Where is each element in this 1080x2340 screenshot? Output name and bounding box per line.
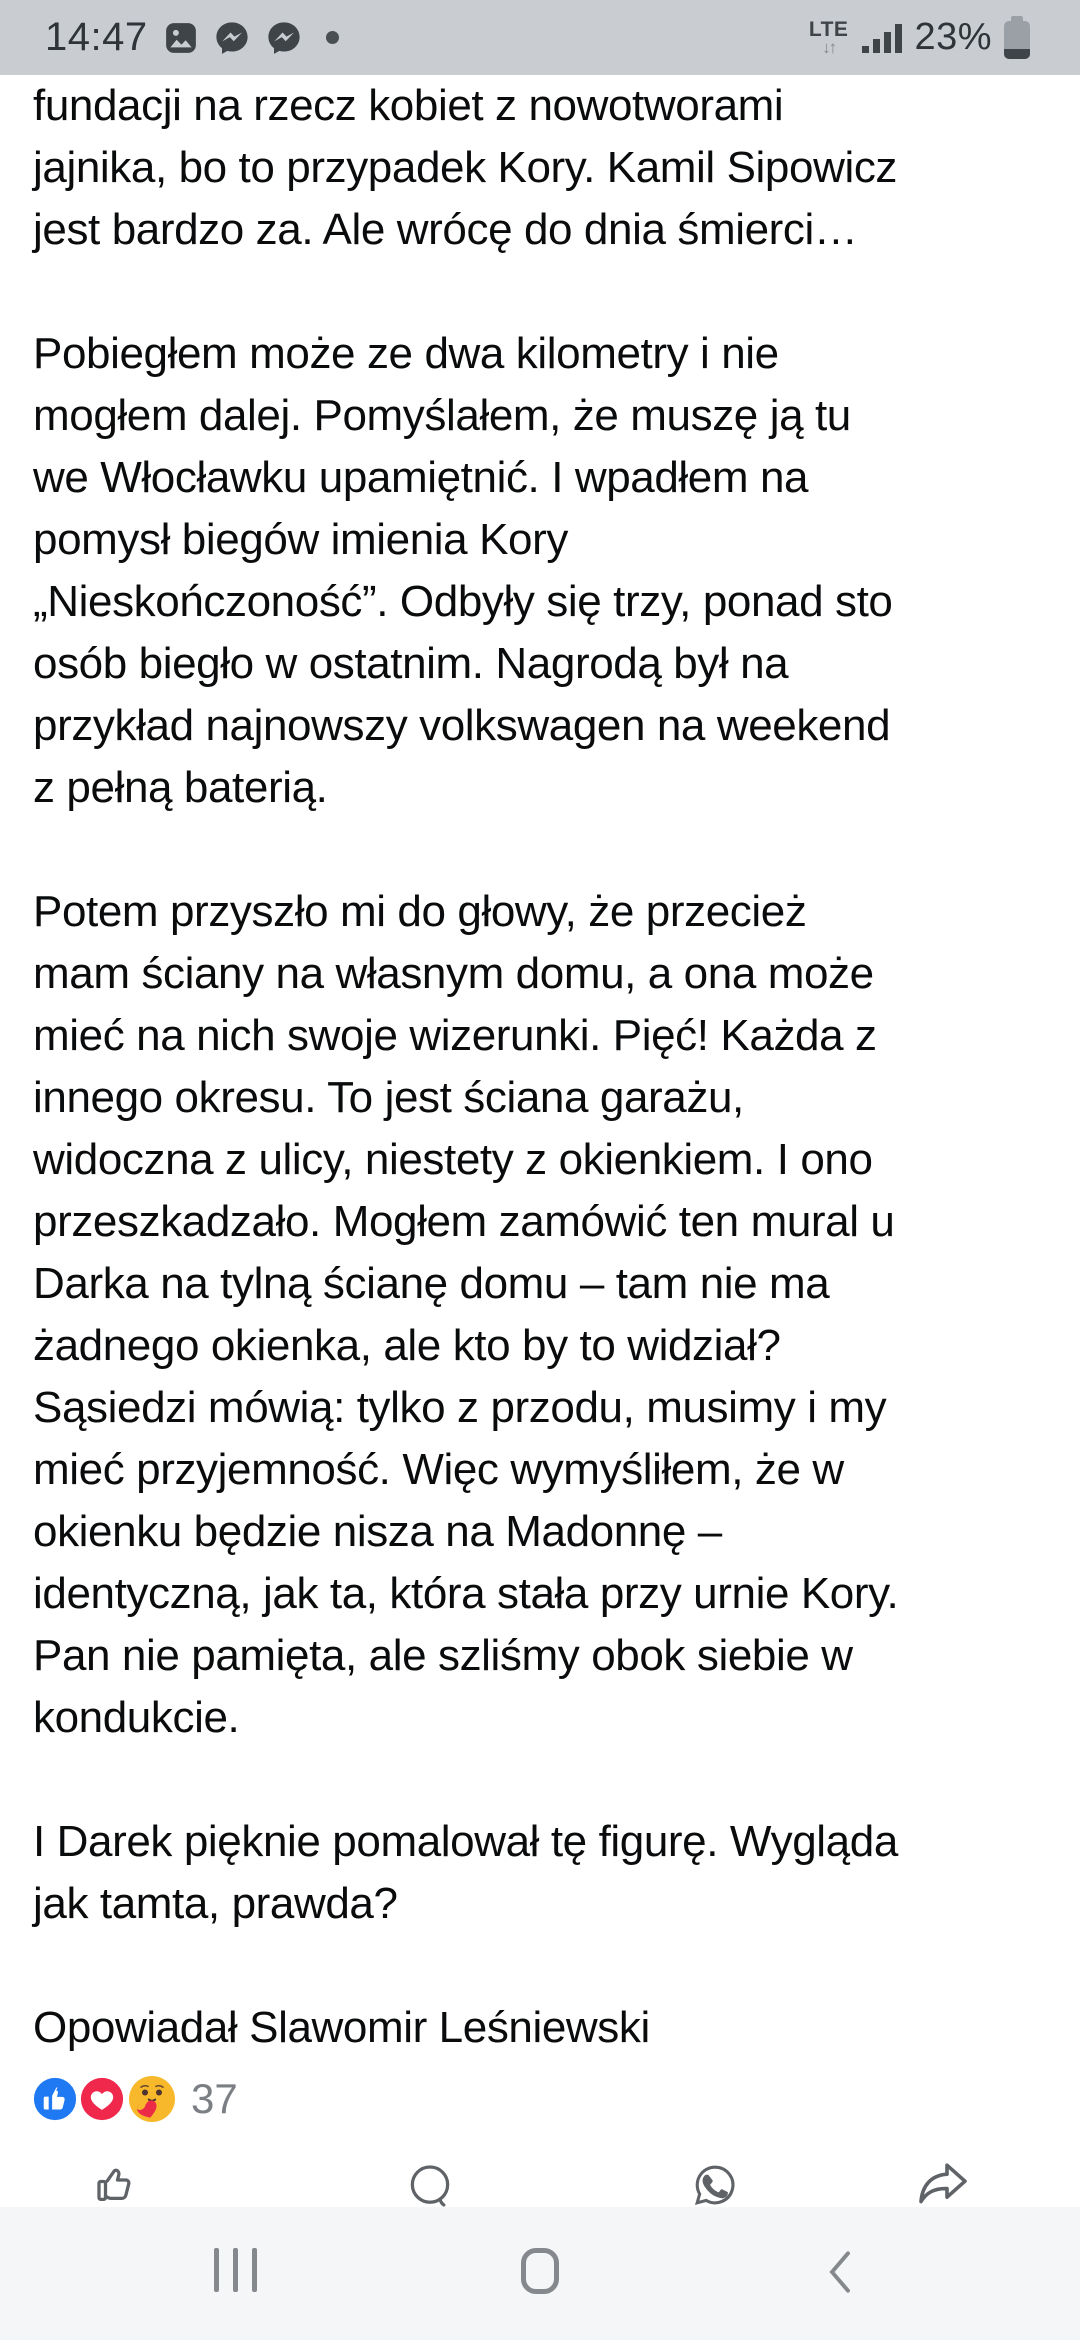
post-line: jest bardzo za. Ale wrócę do dnia śmierci…: [33, 205, 858, 254]
post-line: we Włocławku upamiętnić. I wpadłem na: [33, 453, 809, 502]
whatsapp-button-icon[interactable]: [692, 2162, 738, 2207]
post-line: Opowiadał Slawomir Leśniewski: [33, 2003, 650, 2052]
post-line: jajnika, bo to przypadek Kory. Kamil Sipowicz: [33, 143, 898, 192]
post-line: mieć przyjemność. Więc wymyśliłem, że w: [33, 1445, 844, 1494]
care-reaction-icon[interactable]: [128, 2075, 176, 2123]
post-line: żadnego okienka, ale kto by to widział?: [33, 1321, 781, 1370]
post-paragraph: [33, 75, 1052, 261]
like-button-icon[interactable]: [94, 2162, 140, 2207]
messenger-notification-icon: [266, 20, 302, 56]
post-line: Pobiegłem może ze dwa kilometry i nie: [33, 329, 779, 378]
reaction-count[interactable]: 37: [191, 2075, 238, 2122]
post-line: Sąsiedzi mówią: tylko z przodu, musimy i my: [33, 1383, 887, 1432]
post-line: Pan nie pamięta, ale szliśmy obok siebie w: [33, 1631, 853, 1680]
comment-button-icon[interactable]: [407, 2162, 453, 2207]
like-reaction-icon[interactable]: [33, 2077, 77, 2121]
battery-icon: [1004, 16, 1030, 60]
share-button-icon[interactable]: [917, 2162, 969, 2207]
android-nav-bar: [0, 2207, 1080, 2340]
reactions-summary[interactable]: [33, 2075, 238, 2123]
post-line: widoczna z ulicy, niestety z okienkiem. I ono: [33, 1135, 873, 1184]
post-paragraph: [33, 1811, 1052, 1935]
post-action-bar: [0, 2140, 1080, 2207]
post-line: przeszkadzało. Mogłem zamówić ten mural u: [33, 1197, 895, 1246]
post-line: innego okresu. To jest ściana garażu,: [33, 1073, 744, 1122]
post-paragraph: [33, 323, 1052, 819]
post-line: mieć na nich swoje wizerunki. Pięć! Każda z: [33, 1011, 877, 1060]
battery-percentage: 23%: [914, 16, 992, 58]
messenger-notification-icon: [214, 20, 250, 56]
post-paragraph: [33, 881, 1052, 1749]
signal-strength-icon: [862, 23, 902, 53]
data-activity-arrows-icon: ↓↑: [822, 38, 836, 57]
post-line: fundacji na rzecz kobiet z nowotworami: [33, 81, 784, 130]
post-line: pomysł biegów imienia Kory: [33, 515, 568, 564]
post-line: I Darek pięknie pomalował tę figurę. Wygląda: [33, 1817, 898, 1866]
post-line: mogłem dalej. Pomyślałem, że muszę ją tu: [33, 391, 851, 440]
back-icon[interactable]: [824, 2248, 856, 2296]
post-line: Potem przyszło mi do głowy, że przecież: [33, 887, 807, 936]
status-bar-left: [45, 15, 339, 60]
home-icon[interactable]: [521, 2248, 559, 2294]
network-type-indicator: LTE ↓↑: [808, 18, 849, 57]
post-line: Darka na tylną ścianę domu – tam nie ma: [33, 1259, 830, 1308]
gallery-notification-icon: [164, 21, 198, 55]
post-text: [33, 75, 1052, 2059]
recents-icon[interactable]: [214, 2248, 257, 2292]
love-reaction-icon[interactable]: [80, 2077, 124, 2121]
post-line: jak tamta, prawda?: [33, 1879, 398, 1928]
post-line: osób biegło w ostatnim. Nagrodą był na: [33, 639, 789, 688]
post-line: przykład najnowszy volkswagen na weekend: [33, 701, 891, 750]
post-line: identyczną, jak ta, która stała przy urnie Kory.: [33, 1569, 899, 1618]
post-line: okienku będzie nisza na Madonnę –: [33, 1507, 722, 1556]
post-line: kondukcie.: [33, 1693, 240, 1742]
clock: 14:47: [45, 15, 148, 59]
post-line: mam ściany na własnym domu, a ona może: [33, 949, 874, 998]
post-line: „Nieskończoność”. Odbyły się trzy, ponad sto: [33, 577, 893, 626]
status-bar: [0, 0, 1080, 75]
notification-dot-icon: [326, 31, 339, 44]
post-line: z pełną baterią.: [33, 763, 328, 812]
status-bar-right: [809, 16, 1030, 60]
post-paragraph: [33, 1997, 1052, 2059]
